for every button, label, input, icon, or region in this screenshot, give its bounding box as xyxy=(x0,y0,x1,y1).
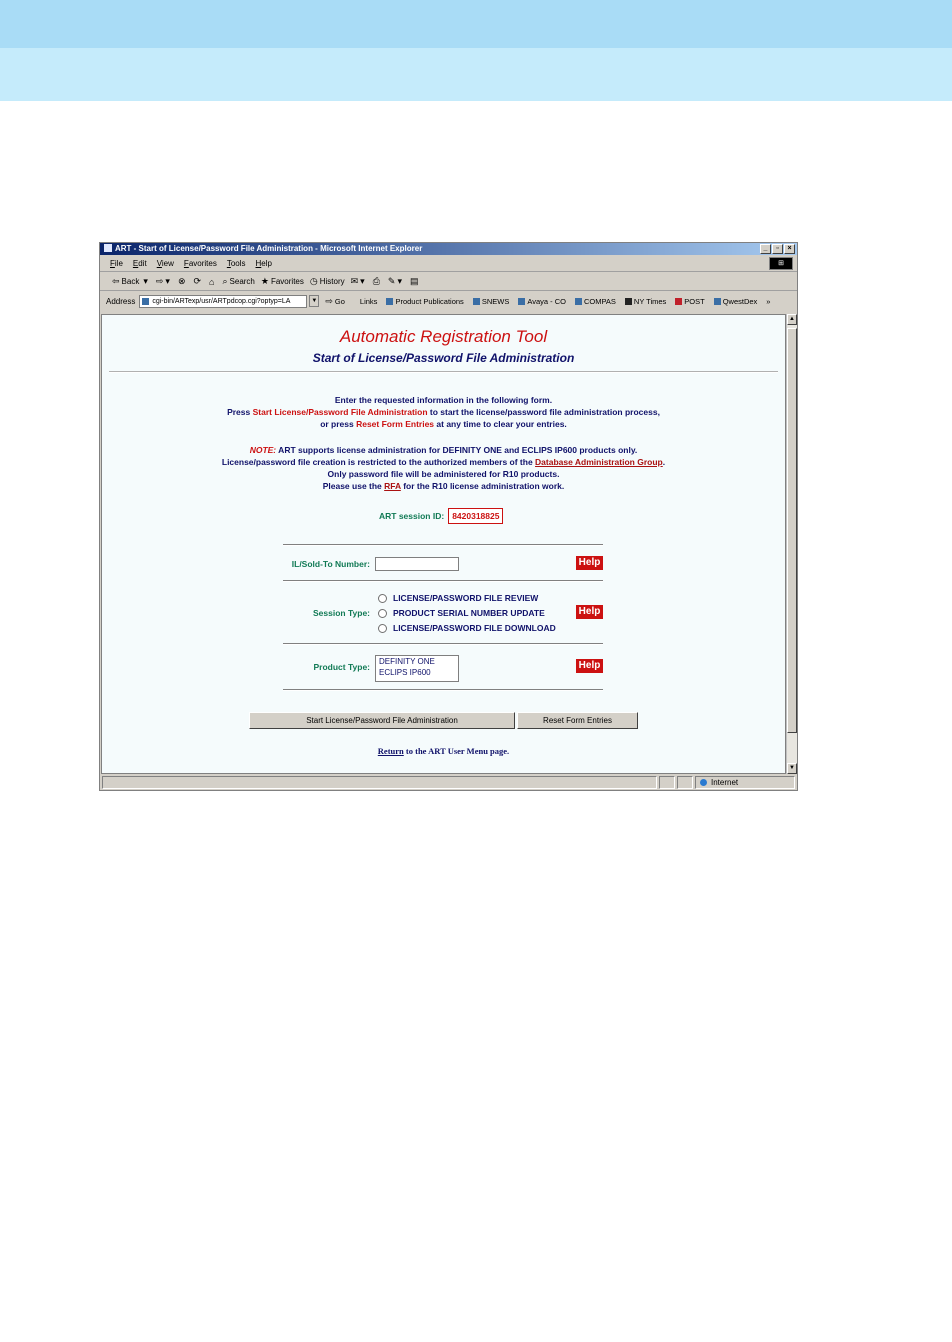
scroll-up-icon[interactable]: ▲ xyxy=(787,314,797,325)
window-titlebar xyxy=(100,243,797,255)
return-link[interactable]: Return xyxy=(377,746,404,756)
minimize-button[interactable]: _ xyxy=(760,244,771,254)
favorites-button[interactable]: ★ Favorites xyxy=(260,276,304,286)
instructions xyxy=(102,394,785,430)
search-icon: ⌕ xyxy=(222,276,228,286)
form-rule xyxy=(283,580,603,582)
note xyxy=(102,444,785,492)
link-post[interactable]: POST xyxy=(675,297,704,306)
session-type-label: Session Type: xyxy=(313,608,370,618)
address-label: Address xyxy=(106,296,136,306)
address-bar xyxy=(100,292,797,310)
note-line-3: Only password file will be administered for R10 products. xyxy=(327,469,560,479)
ie-icon xyxy=(104,244,112,252)
note-line-1: NOTE: ART supports license administration for DEFINITY ONE and ECLIPS IP600 products only. xyxy=(249,445,638,455)
close-button[interactable]: × xyxy=(784,244,795,254)
page-content xyxy=(101,314,786,774)
discuss-icon: ▤ xyxy=(409,276,419,286)
forward-button[interactable] xyxy=(156,276,172,287)
forward-dropdown-icon: ▾ xyxy=(165,276,170,286)
product-option-definity-one[interactable]: DEFINITY ONE xyxy=(379,657,435,666)
nyt-icon xyxy=(625,298,632,305)
product-type-help-button[interactable]: Help xyxy=(576,659,603,673)
home-icon: ⌂ xyxy=(209,276,215,287)
page-icon xyxy=(575,298,582,305)
reset-form-button[interactable]: Reset Form Entries xyxy=(517,712,638,729)
print-icon: ⎙ xyxy=(372,276,380,286)
link-ny-times[interactable]: NY Times xyxy=(625,297,666,306)
menu-edit[interactable]: Edit xyxy=(132,259,147,268)
product-option-eclips-ip600[interactable]: ECLIPS IP600 xyxy=(379,668,431,677)
back-arrow-icon: ⇦ xyxy=(112,276,120,286)
radio-button[interactable] xyxy=(378,624,387,633)
refresh-icon: ⟳ xyxy=(193,276,202,286)
status-cell xyxy=(659,776,675,789)
database-admin-group-link[interactable]: Database Administration Group xyxy=(535,457,663,467)
start-link-text: Start License/Password File Administration xyxy=(252,407,428,417)
status-bar xyxy=(100,775,797,790)
mail-button[interactable] xyxy=(351,276,367,287)
home-button[interactable] xyxy=(209,277,216,287)
search-button[interactable]: ⌕ Search xyxy=(222,276,255,286)
toolbar xyxy=(100,273,797,291)
go-button[interactable]: ⇨ Go xyxy=(325,295,345,306)
intro-line-3: or press Reset Form Entries at any time to clear your entries. xyxy=(320,419,567,429)
intro-line-1: Enter the requested information in the following form. xyxy=(334,395,553,405)
product-type-listbox[interactable] xyxy=(375,655,459,682)
status-cell xyxy=(677,776,693,789)
page-subtitle: Start of License/Password File Administration xyxy=(312,351,575,365)
post-icon xyxy=(675,298,682,305)
note-line-2: License/password file creation is restricted to the authorized members of the Database Administration Group. xyxy=(221,457,666,467)
form-rule xyxy=(283,643,603,645)
il-help-button[interactable]: Help xyxy=(576,556,603,570)
link-compas[interactable]: COMPAS xyxy=(575,297,616,306)
edit-icon: ✎ xyxy=(387,276,396,286)
status-text-area xyxy=(102,776,657,789)
refresh-button[interactable] xyxy=(194,276,204,287)
security-zone: Internet xyxy=(695,776,795,789)
il-sold-to-input[interactable] xyxy=(375,557,459,571)
page-icon xyxy=(714,298,721,305)
go-arrow-icon: ⇨ xyxy=(325,295,333,306)
link-snews[interactable]: SNEWS xyxy=(473,297,510,306)
back-button[interactable]: ⇦ Back ▾ xyxy=(112,276,148,286)
window-title: ART - Start of License/Password File Administration - Microsoft Internet Explorer xyxy=(115,244,423,253)
page-icon xyxy=(386,298,393,305)
reset-link-text: Reset Form Entries xyxy=(356,419,435,429)
forward-arrow-icon: ⇨ xyxy=(155,276,164,286)
restore-button[interactable]: ▫ xyxy=(772,244,783,254)
session-id-value: 8420318825 xyxy=(448,508,503,524)
menu-bar xyxy=(100,256,797,272)
history-button[interactable]: ◷ History xyxy=(309,276,345,286)
scroll-down-icon[interactable]: ▼ xyxy=(787,763,797,774)
edit-button[interactable] xyxy=(388,276,404,287)
menu-favorites[interactable]: Favorites xyxy=(183,259,217,268)
menu-tools[interactable]: Tools xyxy=(226,259,246,268)
menu-help[interactable]: Help xyxy=(255,259,272,268)
links-label: Links xyxy=(359,296,378,306)
radio-license-download[interactable]: LICENSE/PASSWORD FILE DOWNLOAD xyxy=(378,623,556,633)
return-line: Return to the ART User Menu page. xyxy=(377,746,510,756)
header-band-top xyxy=(0,0,952,48)
browser-window xyxy=(99,242,798,791)
back-dropdown-icon: ▾ xyxy=(143,276,148,286)
menu-view[interactable]: View xyxy=(156,259,174,268)
globe-icon xyxy=(700,779,707,786)
stop-button[interactable] xyxy=(178,276,188,287)
favorites-icon: ★ xyxy=(260,276,269,286)
edit-dropdown-icon: ▾ xyxy=(397,276,402,286)
radio-serial-update[interactable]: PRODUCT SERIAL NUMBER UPDATE xyxy=(378,608,545,618)
intro-line-2: Press Start License/Password File Administration to start the license/password file administration process, xyxy=(227,407,660,417)
page-icon xyxy=(518,298,525,305)
stop-icon: ⊗ xyxy=(177,276,186,286)
page-icon xyxy=(473,298,480,305)
rfa-link[interactable]: RFA xyxy=(384,481,401,491)
links-more-chevron[interactable]: » xyxy=(766,296,771,306)
session-id-label: ART session ID: xyxy=(379,511,445,521)
session-type-help-button[interactable]: Help xyxy=(576,605,603,619)
print-button[interactable] xyxy=(373,276,382,287)
link-product-publications[interactable]: Product Publications xyxy=(386,297,463,306)
start-administration-button[interactable]: Start License/Password File Administration xyxy=(249,712,515,729)
link-qwestdex[interactable]: QwestDex xyxy=(714,297,758,306)
radio-button[interactable] xyxy=(378,609,387,618)
radio-button[interactable] xyxy=(378,594,387,603)
form-rule xyxy=(283,689,603,691)
menu-file[interactable]: File xyxy=(110,259,123,268)
address-input[interactable]: cgi-bin/ARTexp/usr/ARTpdcop.cgi?optyp=LA xyxy=(139,295,307,308)
page-title: Automatic Registration Tool xyxy=(339,327,548,346)
session-id-row xyxy=(379,508,503,524)
mail-dropdown-icon: ▾ xyxy=(360,276,365,286)
address-dropdown-icon[interactable]: ▼ xyxy=(309,295,319,307)
form-rule xyxy=(283,544,603,546)
scroll-thumb[interactable] xyxy=(787,328,797,733)
vertical-scrollbar[interactable] xyxy=(786,314,797,774)
product-type-label: Product Type: xyxy=(313,662,370,672)
note-label: NOTE: xyxy=(249,445,277,455)
note-line-4: Please use the RFA for the R10 license administration work. xyxy=(322,481,565,491)
divider xyxy=(109,371,778,373)
header-band-bottom xyxy=(0,48,952,101)
radio-license-review[interactable]: LICENSE/PASSWORD FILE REVIEW xyxy=(378,593,538,603)
mail-icon: ✉ xyxy=(350,276,359,286)
il-label: IL/Sold-To Number: xyxy=(291,559,370,569)
discuss-button[interactable] xyxy=(410,276,421,287)
link-avaya-co[interactable]: Avaya - CO xyxy=(518,297,566,306)
history-icon: ◷ xyxy=(309,276,318,286)
windows-logo-icon: ⊞ xyxy=(769,257,793,270)
